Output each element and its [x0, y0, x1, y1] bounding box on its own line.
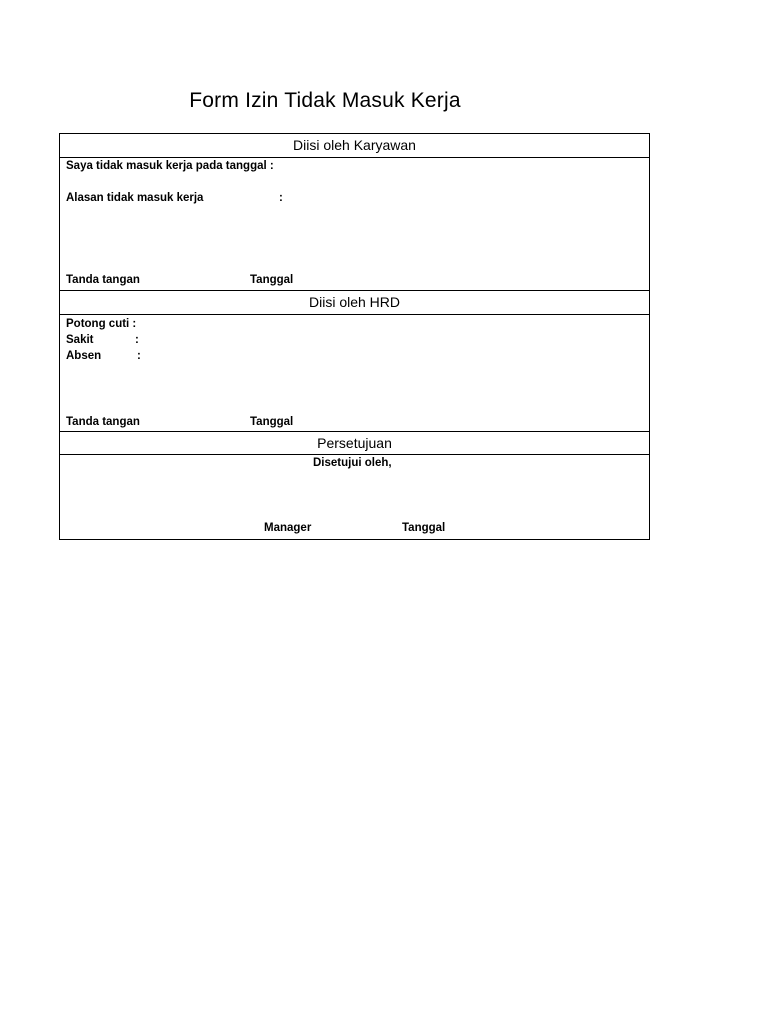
section-hrd: [60, 315, 649, 431]
hrd-signature-label: Tanda tangan: [66, 416, 140, 428]
hrd-date-field[interactable]: [300, 415, 420, 429]
absen-colon: :: [137, 350, 141, 362]
potong-cuti-label: Potong cuti :: [66, 318, 137, 330]
absen-label: Absen: [66, 350, 102, 362]
approval-date-field[interactable]: [455, 521, 575, 535]
section-persetujuan: [60, 455, 649, 539]
form-title: Form Izin Tidak Masuk Kerja: [189, 89, 461, 112]
sakit-colon: :: [135, 334, 139, 346]
section-header-persetujuan: Persetujuan: [60, 431, 649, 455]
absence-date-field[interactable]: [286, 159, 641, 173]
sakit-field[interactable]: [145, 333, 345, 347]
reason-colon: :: [279, 192, 283, 204]
section-header-karyawan: Diisi oleh Karyawan: [60, 134, 649, 158]
employee-date-label: Tanggal: [250, 274, 294, 286]
absen-field[interactable]: [147, 349, 347, 363]
approved-by-label: Disetujui oleh,: [313, 457, 392, 469]
absence-date-label: Saya tidak masuk kerja pada tanggal :: [66, 160, 274, 172]
manager-signature-area[interactable]: [250, 485, 360, 499]
leave-form: [59, 133, 650, 540]
section-karyawan: [60, 158, 649, 290]
reason-label: Alasan tidak masuk kerja: [66, 192, 204, 204]
section-header-hrd: Diisi oleh HRD: [60, 290, 649, 315]
reason-field[interactable]: [290, 191, 641, 205]
employee-signature-label: Tanda tangan: [66, 274, 140, 286]
sakit-label: Sakit: [66, 334, 94, 346]
approval-date-label: Tanggal: [402, 522, 446, 534]
potong-cuti-field[interactable]: [145, 317, 345, 331]
manager-label: Manager: [264, 522, 312, 534]
hrd-date-label: Tanggal: [250, 416, 294, 428]
hrd-signature-area[interactable]: [150, 400, 240, 414]
employee-date-field[interactable]: [300, 273, 420, 287]
employee-signature-area[interactable]: [150, 258, 240, 272]
